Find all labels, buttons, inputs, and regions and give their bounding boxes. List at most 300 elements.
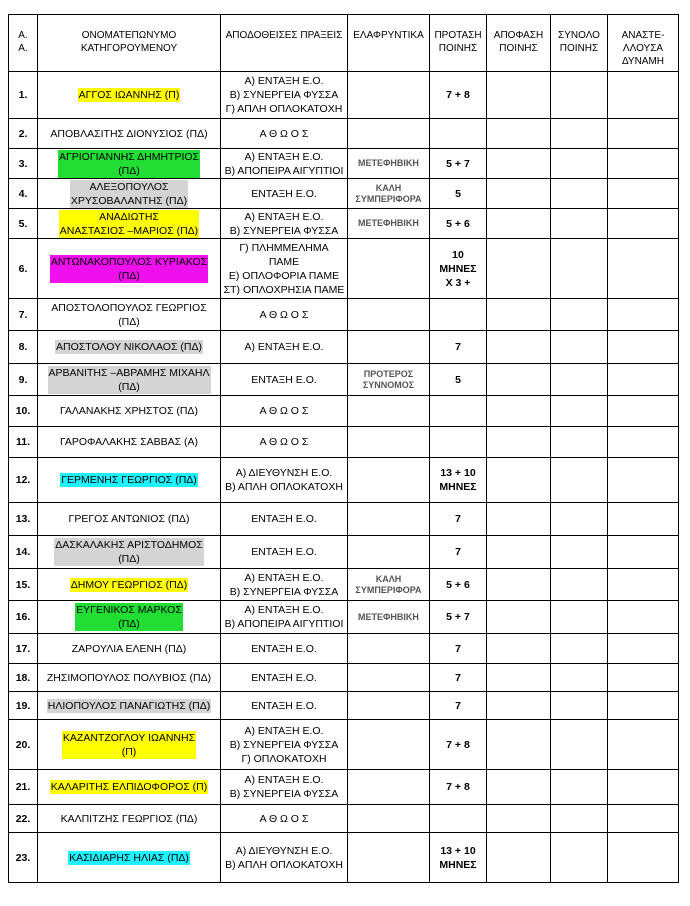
total-penalty-cell: [551, 536, 608, 569]
suspensive-effect-cell: [608, 833, 679, 883]
header-total-penalty: [551, 15, 608, 72]
proposed-penalty-line: 7 + 8: [446, 89, 470, 101]
penalty-decision-cell: [487, 331, 551, 364]
name-highlight: [54, 538, 204, 566]
mitigating-cell: [348, 149, 430, 179]
penalty-decision-cell: [487, 601, 551, 634]
defendant-name-line: ΓΡΕΓΟΣ ΑΝΤΩΝΙΟΣ (ΠΔ): [68, 513, 190, 525]
total-penalty-cell: [551, 833, 608, 883]
defendant-name-cell: [38, 458, 221, 503]
header-penalty-decision-line: ΠΟΙΝΗΣ: [499, 43, 538, 54]
charges-cell: [221, 720, 348, 770]
defendant-name-line: ΑΠΟΣΤΟΛΟΥ ΝΙΚΟΛΑΟΣ (ΠΔ): [56, 341, 202, 353]
defendant-name-line: ΕΥΓΕΝΙΚΟΣ ΜΑΡΚΟΣ: [76, 604, 182, 616]
charge-line: Β) ΑΠΟΠΕΙΡΑ ΑΙΓΥΠΤΙΟΙ: [224, 618, 344, 630]
defendant-name-line: ΔΗΜΟΥ ΓΕΩΡΓΙΟΣ (ΠΔ): [70, 578, 188, 591]
suspensive-effect-cell: [608, 331, 679, 364]
table-row: [9, 179, 679, 209]
mitigating-line: ΣΥΜΠΕΡΙΦΟΡΑ: [355, 193, 422, 204]
mitigating-line: ΚΑΛΗ: [375, 182, 402, 193]
proposed-penalty-cell: [430, 601, 487, 634]
penalty-decision-cell: [487, 634, 551, 664]
header-penalty-decision-line: ΑΠΟΦΑΣΗ: [493, 30, 544, 41]
defendant-name-line: ΖΗΣΙΜΟΠΟΥΛΟΣ ΠΟΛΥΒΙΟΣ (ΠΔ): [46, 671, 212, 684]
proposed-penalty-cell: [430, 239, 487, 299]
charge-line: Α) ΕΝΤΑΞΗ Ε.Ο.: [244, 341, 324, 353]
defendant-name-cell: [38, 720, 221, 770]
total-penalty-cell: [551, 569, 608, 601]
header-penalty-decision: [487, 15, 551, 72]
proposed-penalty-cell: [430, 72, 487, 119]
charge-line: Α) ΕΝΤΑΞΗ Ε.Ο.: [244, 604, 324, 616]
header-suspensive-effect-line: ΔΥΝΑΜΗ: [621, 56, 665, 67]
charge-line: Α Θ Ω Ο Σ: [259, 127, 309, 140]
proposed-penalty-cell: [430, 720, 487, 770]
charge-line: Β) ΣΥΝΕΡΓΕΙΑ ΦΥΣΣΑ: [229, 738, 339, 751]
proposed-penalty-line: 7: [455, 341, 461, 353]
penalty-decision-cell: [487, 770, 551, 805]
header-suspensive-effect-line: ΑΝΑΣΤΕ-: [621, 30, 665, 41]
suspensive-effect-cell: [608, 569, 679, 601]
penalty-decision-cell: [487, 458, 551, 503]
name-highlight: [47, 699, 211, 713]
suspensive-effect-cell: [608, 396, 679, 427]
defendant-name-line: ΑΓΓΟΣ ΙΩΑΝΝΗΣ (Π): [78, 89, 180, 101]
proposed-penalty-cell: [430, 805, 487, 833]
table-row: [9, 209, 679, 239]
suspensive-effect-cell: [608, 209, 679, 239]
penalty-decision-cell: [487, 833, 551, 883]
charges-cell: [221, 427, 348, 458]
penalty-decision-cell: [487, 119, 551, 149]
charge-line: Α Θ Ω Ο Σ: [259, 436, 309, 448]
charge-line: Α) ΕΝΤΑΞΗ Ε.Ο.: [244, 210, 324, 223]
name-text: [59, 435, 199, 449]
defendant-name-cell: [38, 299, 221, 331]
table-row: [9, 536, 679, 569]
penalty-decision-cell: [487, 364, 551, 396]
mitigating-cell: [348, 458, 430, 503]
charge-line: Β) ΣΥΝΕΡΓΕΙΑ ΦΥΣΣΑ: [229, 89, 339, 101]
header-aa-line: Α.: [18, 43, 28, 54]
suspensive-effect-cell: [608, 149, 679, 179]
defendant-name-cell: [38, 569, 221, 601]
suspensive-effect-cell: [608, 536, 679, 569]
suspensive-effect-cell: [608, 601, 679, 634]
charges-cell: [221, 396, 348, 427]
proposed-penalty-line: 7: [455, 699, 461, 712]
defendant-name-line: ΧΡΥΣΟΒΑΛΑΝΤΗΣ (ΠΔ): [70, 194, 188, 207]
row-number: 8.: [9, 331, 38, 364]
defendant-name-line: ΓΕΡΜΕΝΗΣ ΓΕΩΡΓΙΟΣ (ΠΔ): [61, 474, 197, 486]
charge-line: Β) ΣΥΝΕΡΓΕΙΑ ΦΥΣΣΑ: [229, 224, 339, 237]
header-total-penalty-line: ΠΟΙΝΗΣ: [559, 43, 599, 54]
table-row: [9, 634, 679, 664]
row-number: 4.: [9, 179, 38, 209]
charge-line: Α Θ Ω Ο Σ: [259, 308, 309, 321]
table-row: [9, 770, 679, 805]
defendant-name-line: ΓΑΡΟΦΑΛΑΚΗΣ ΣΑΒΒΑΣ (Α): [60, 436, 198, 448]
mitigating-cell: [348, 569, 430, 601]
proposed-penalty-cell: [430, 396, 487, 427]
mitigating-cell: [348, 601, 430, 634]
header-proposed-penalty-line: ΠΡΟΤΑΣΗ: [434, 30, 482, 41]
header-suspensive-effect: [608, 15, 679, 72]
defendant-name-line: (Π): [121, 745, 137, 758]
proposed-penalty-cell: [430, 458, 487, 503]
mitigating-cell: [348, 299, 430, 331]
penalty-decision-cell: [487, 209, 551, 239]
defendant-name-cell: [38, 396, 221, 427]
proposed-penalty-line: 7: [455, 671, 461, 684]
row-number: 17.: [9, 634, 38, 664]
total-penalty-cell: [551, 331, 608, 364]
defendant-name-cell: [38, 179, 221, 209]
charge-line: Β) ΑΠΟΠΕΙΡΑ ΑΙΓΥΠΤΙΟΙ: [224, 164, 344, 177]
total-penalty-cell: [551, 458, 608, 503]
defendant-name-line: (ΠΔ): [118, 315, 140, 328]
defendant-name-line: ΑΡΒΑΝΙΤΗΣ –ΑΒΡΑΜΗΣ ΜΙΧΑΗΛ: [48, 366, 210, 379]
row-number: 6.: [9, 239, 38, 299]
defendant-name-line: ΑΠΟΣΤΟΛΟΠΟΥΛΟΣ ΓΕΩΡΓΙΟΣ: [51, 301, 207, 314]
charge-line: ΕΝΤΑΞΗ Ε.Ο.: [251, 642, 317, 655]
penalty-decision-cell: [487, 805, 551, 833]
table-row: [9, 458, 679, 503]
proposed-penalty-line: 5: [455, 373, 461, 386]
penalty-decision-cell: [487, 664, 551, 692]
header-defendant-name: [38, 15, 221, 72]
charges-cell: [221, 569, 348, 601]
mitigating-cell: [348, 536, 430, 569]
proposed-penalty-line: ΜΗΝΕΣ: [439, 262, 477, 275]
charge-line: Β) ΑΠΛΗ ΟΠΛΟΚΑΤΟΧΗ: [225, 858, 343, 871]
name-highlight: [60, 473, 198, 487]
total-penalty-cell: [551, 805, 608, 833]
total-penalty-cell: [551, 239, 608, 299]
name-highlight: [59, 210, 199, 238]
total-penalty-cell: [551, 720, 608, 770]
proposed-penalty-line: 7: [455, 546, 461, 558]
proposed-penalty-cell: [430, 427, 487, 458]
row-number: 15.: [9, 569, 38, 601]
mitigating-line: ΣΥΜΠΕΡΙΦΟΡΑ: [355, 584, 422, 595]
defendant-name-cell: [38, 364, 221, 396]
charges-cell: [221, 692, 348, 720]
header-defendant-name-line: ΟΝΟΜΑΤΕΠΩΝΥΜΟ: [81, 30, 177, 41]
proposed-penalty-cell: [430, 209, 487, 239]
proposed-penalty-cell: [430, 634, 487, 664]
total-penalty-cell: [551, 770, 608, 805]
row-number: 9.: [9, 364, 38, 396]
proposed-penalty-cell: [430, 692, 487, 720]
charge-line: ΕΝΤΑΞΗ Ε.Ο.: [251, 513, 317, 525]
table-row: [9, 119, 679, 149]
row-number: 23.: [9, 833, 38, 883]
table-row: [9, 664, 679, 692]
row-number: 22.: [9, 805, 38, 833]
defendant-name-cell: [38, 72, 221, 119]
charges-cell: [221, 209, 348, 239]
total-penalty-cell: [551, 149, 608, 179]
row-number: 13.: [9, 503, 38, 536]
charge-line: Α) ΔΙΕΥΘΥΝΣΗ Ε.Ο.: [235, 844, 333, 857]
penalty-decision-cell: [487, 536, 551, 569]
charges-cell: [221, 634, 348, 664]
suspensive-effect-cell: [608, 634, 679, 664]
defendant-name-cell: [38, 536, 221, 569]
proposed-penalty-cell: [430, 770, 487, 805]
charges-cell: [221, 331, 348, 364]
row-number: 16.: [9, 601, 38, 634]
suspensive-effect-cell: [608, 805, 679, 833]
header-charges: [221, 15, 348, 72]
name-highlight: [78, 88, 181, 102]
charge-line: Α) ΕΝΤΑΞΗ Ε.Ο.: [244, 75, 324, 87]
suspensive-effect-cell: [608, 770, 679, 805]
table-row: [9, 601, 679, 634]
defendant-name-line: ΔΑΣΚΑΛΑΚΗΣ ΑΡΙΣΤΟΔΗΜΟΣ: [55, 539, 203, 551]
charges-cell: [221, 536, 348, 569]
charge-line: Β) ΣΥΝΕΡΓΕΙΑ ΦΥΣΣΑ: [229, 788, 339, 800]
proposed-penalty-line: 5 + 6: [446, 578, 470, 591]
row-number: 18.: [9, 664, 38, 692]
charge-line: ΕΝΤΑΞΗ Ε.Ο.: [251, 187, 317, 200]
mitigating-cell: [348, 427, 430, 458]
name-highlight: [62, 731, 196, 759]
charges-cell: [221, 299, 348, 331]
header-mitigating-line: ΕΛΑΦΡΥΝΤΙΚΑ: [353, 30, 424, 41]
name-text: [50, 301, 207, 329]
header-suspensive-effect-line: ΛΛΟΥΣΑ: [622, 43, 664, 54]
charge-line: ΕΝΤΑΞΗ Ε.Ο.: [251, 671, 317, 684]
row-number: 2.: [9, 119, 38, 149]
table-body: [9, 72, 679, 883]
total-penalty-cell: [551, 692, 608, 720]
defendant-name-cell: [38, 805, 221, 833]
suspensive-effect-cell: [608, 427, 679, 458]
proposed-penalty-line: 7: [455, 642, 461, 655]
total-penalty-cell: [551, 209, 608, 239]
charge-line: Α) ΕΝΤΑΞΗ Ε.Ο.: [244, 150, 324, 163]
suspensive-effect-cell: [608, 239, 679, 299]
defendant-name-line: ΓΑΛΑΝΑΚΗΣ ΧΡΗΣΤΟΣ (ΠΔ): [60, 405, 198, 417]
penalty-decision-cell: [487, 427, 551, 458]
defendant-name-cell: [38, 149, 221, 179]
header-aa: [9, 15, 38, 72]
defendant-name-line: ΗΛΙΟΠΟΥΛΟΣ ΠΑΝΑΓΙΩΤΗΣ (ΠΔ): [47, 699, 211, 712]
name-highlight: [50, 780, 209, 794]
proposed-penalty-cell: [430, 503, 487, 536]
charge-line: ΠΑΜΕ: [268, 255, 300, 268]
table-row: [9, 692, 679, 720]
row-number: 21.: [9, 770, 38, 805]
document-page: [8, 14, 679, 883]
suspensive-effect-cell: [608, 72, 679, 119]
mitigating-cell: [348, 119, 430, 149]
defendants-table: [8, 14, 679, 883]
defendant-name-line: (ΠΔ): [118, 269, 140, 282]
charges-cell: [221, 149, 348, 179]
defendant-name-cell: [38, 770, 221, 805]
mitigating-line: ΠΡΟΤΕΡΟΣ: [363, 368, 414, 379]
suspensive-effect-cell: [608, 364, 679, 396]
charge-line: Β) ΣΥΝΕΡΓΕΙΑ ΦΥΣΣΑ: [229, 585, 339, 598]
mitigating-cell: [348, 770, 430, 805]
proposed-penalty-line: 5 + 6: [446, 217, 470, 230]
charge-line: Α) ΕΝΤΑΞΗ Ε.Ο.: [244, 571, 324, 584]
header-defendant-name-line: ΚΑΤΗΓΟΡΟΥΜΕΝΟΥ: [80, 43, 178, 54]
table-row: [9, 569, 679, 601]
row-number: 10.: [9, 396, 38, 427]
mitigating-cell: [348, 503, 430, 536]
charge-line: Ε) ΟΠΛΟΦΟΡΙΑ ΠΑΜΕ: [228, 269, 340, 282]
total-penalty-cell: [551, 72, 608, 119]
penalty-decision-cell: [487, 149, 551, 179]
defendant-name-cell: [38, 239, 221, 299]
proposed-penalty-cell: [430, 364, 487, 396]
defendant-name-line: ΑΓΡΙΟΓΙΑΝΝΗΣ ΔΗΜΗΤΡΙΟΣ: [58, 150, 200, 163]
proposed-penalty-cell: [430, 536, 487, 569]
total-penalty-cell: [551, 364, 608, 396]
total-penalty-cell: [551, 664, 608, 692]
charges-cell: [221, 833, 348, 883]
penalty-decision-cell: [487, 179, 551, 209]
penalty-decision-cell: [487, 720, 551, 770]
mitigating-cell: [348, 833, 430, 883]
penalty-decision-cell: [487, 503, 551, 536]
defendant-name-cell: [38, 634, 221, 664]
row-number: 3.: [9, 149, 38, 179]
proposed-penalty-cell: [430, 833, 487, 883]
proposed-penalty-cell: [430, 299, 487, 331]
charge-line: Α) ΔΙΕΥΘΥΝΣΗ Ε.Ο.: [235, 467, 333, 479]
proposed-penalty-line: 5 + 7: [446, 611, 470, 623]
suspensive-effect-cell: [608, 179, 679, 209]
header-proposed-penalty-line: ΠΟΙΝΗΣ: [438, 43, 478, 54]
row-number: 14.: [9, 536, 38, 569]
defendant-name-cell: [38, 503, 221, 536]
table-row: [9, 833, 679, 883]
defendant-name-cell: [38, 427, 221, 458]
proposed-penalty-line: 13 + 10: [440, 844, 476, 857]
defendant-name-line: (ΠΔ): [118, 380, 140, 393]
proposed-penalty-cell: [430, 664, 487, 692]
charges-cell: [221, 458, 348, 503]
charges-cell: [221, 664, 348, 692]
defendant-name-line: ΚΑΛΠΙΤΖΗΣ ΓΕΩΡΓΙΟΣ (ΠΔ): [60, 812, 198, 825]
charge-line: ΕΝΤΑΞΗ Ε.Ο.: [251, 373, 317, 386]
name-highlight: [50, 255, 208, 283]
mitigating-cell: [348, 209, 430, 239]
proposed-penalty-cell: [430, 149, 487, 179]
row-number: 19.: [9, 692, 38, 720]
suspensive-effect-cell: [608, 119, 679, 149]
penalty-decision-cell: [487, 692, 551, 720]
defendant-name-cell: [38, 692, 221, 720]
row-number: 11.: [9, 427, 38, 458]
defendant-name-cell: [38, 331, 221, 364]
table-row: [9, 299, 679, 331]
charge-line: Β) ΑΠΛΗ ΟΠΛΟΚΑΤΟΧΗ: [225, 481, 343, 493]
mitigating-line: ΜΕΤΕΦΗΒΙΚΗ: [358, 218, 419, 228]
defendant-name-line: (ΠΔ): [118, 164, 140, 177]
mitigating-cell: [348, 72, 430, 119]
defendant-name-line: ΚΑΖΑΝΤΖΟΓΛΟΥ ΙΩΑΝΝΗΣ: [62, 731, 196, 744]
name-highlight: [48, 366, 211, 394]
defendant-name-cell: [38, 209, 221, 239]
mitigating-cell: [348, 239, 430, 299]
header-proposed-penalty: [430, 15, 487, 72]
defendant-name-cell: [38, 664, 221, 692]
table-row: [9, 720, 679, 770]
mitigating-cell: [348, 331, 430, 364]
name-highlight: [58, 150, 200, 178]
proposed-penalty-line: 7: [455, 513, 461, 525]
defendant-name-cell: [38, 833, 221, 883]
proposed-penalty-cell: [430, 119, 487, 149]
charges-cell: [221, 601, 348, 634]
suspensive-effect-cell: [608, 720, 679, 770]
name-text: [60, 812, 199, 826]
mitigating-cell: [348, 634, 430, 664]
charge-line: Γ) ΠΛΗΜΜΕΛΗΜΑ: [239, 241, 329, 254]
name-text: [59, 404, 199, 418]
proposed-penalty-line: 5 + 7: [446, 157, 470, 170]
defendant-name-line: ΑΛΕΞΟΠΟΥΛΟΣ: [89, 180, 169, 193]
suspensive-effect-cell: [608, 299, 679, 331]
table-row: [9, 805, 679, 833]
defendant-name-line: ΑΝΑΣΤΑΣΙΟΣ –ΜΑΡΙΟΣ (ΠΔ): [59, 224, 199, 237]
charge-line: ΕΝΤΑΞΗ Ε.Ο.: [251, 699, 317, 712]
suspensive-effect-cell: [608, 692, 679, 720]
mitigating-cell: [348, 720, 430, 770]
name-highlight: [70, 578, 188, 592]
penalty-decision-cell: [487, 72, 551, 119]
charge-line: Α) ΕΝΤΑΞΗ Ε.Ο.: [244, 724, 324, 737]
row-number: 1.: [9, 72, 38, 119]
charges-cell: [221, 364, 348, 396]
mitigating-line: ΜΕΤΕΦΗΒΙΚΗ: [358, 158, 419, 168]
defendant-name-line: ΖΑΡΟΥΛΙΑ ΕΛΕΝΗ (ΠΔ): [71, 642, 187, 655]
penalty-decision-cell: [487, 299, 551, 331]
proposed-penalty-cell: [430, 179, 487, 209]
proposed-penalty-line: 13 + 10: [440, 467, 476, 479]
row-number: 5.: [9, 209, 38, 239]
charges-cell: [221, 179, 348, 209]
table-row: [9, 427, 679, 458]
defendant-name-cell: [38, 601, 221, 634]
row-number: 20.: [9, 720, 38, 770]
charges-cell: [221, 805, 348, 833]
mitigating-cell: [348, 805, 430, 833]
table-row: [9, 331, 679, 364]
name-highlight: [68, 851, 190, 865]
suspensive-effect-cell: [608, 503, 679, 536]
table-row: [9, 364, 679, 396]
defendant-name-line: ΑΝΤΩΝΑΚΟΠΟΥΛΟΣ ΚΥΡΙΑΚΟΣ: [50, 255, 208, 268]
mitigating-cell: [348, 364, 430, 396]
name-text: [49, 127, 208, 141]
charges-cell: [221, 770, 348, 805]
table-header-row: [9, 15, 679, 72]
charges-cell: [221, 503, 348, 536]
defendant-name-line: (ΠΔ): [118, 553, 140, 565]
proposed-penalty-line: 7 + 8: [446, 738, 470, 751]
proposed-penalty-line: Χ 3 +: [445, 276, 471, 289]
mitigating-line: ΜΕΤΕΦΗΒΙΚΗ: [358, 611, 419, 622]
proposed-penalty-line: 7 + 8: [446, 781, 470, 793]
proposed-penalty-line: 5: [455, 187, 461, 200]
